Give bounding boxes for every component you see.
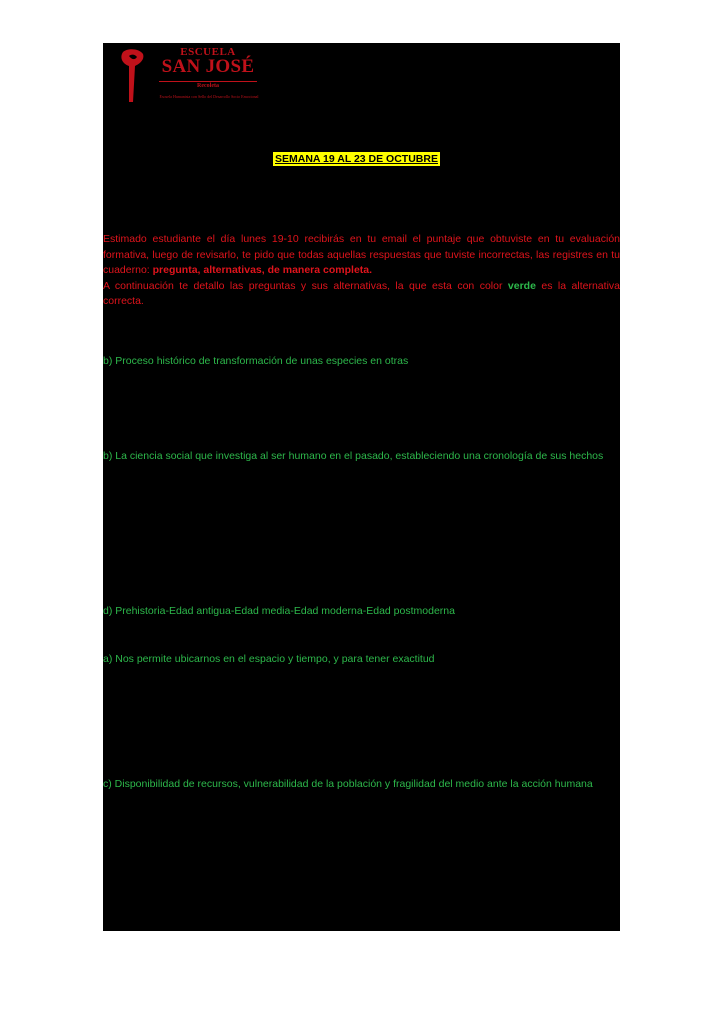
answer-5: c) Disponibilidad de recursos, vulnerabilidad de la población y fragilidad del medio ante la acción humana xyxy=(103,778,593,790)
answer-1: b) Proceso histórico de transformación de unas especies en otras xyxy=(103,355,409,367)
logo-escuela-text: ESCUELA xyxy=(180,46,236,58)
logo-location: Recoleta xyxy=(197,83,219,89)
intro-text-verde: verde xyxy=(507,279,536,292)
intro-text-end: es la alternativa correcta. xyxy=(103,279,620,307)
answer-3: d) Prehistoria-Edad antigua-Edad media-Edad moderna-Edad postmoderna xyxy=(103,605,455,617)
intro-text-second: A continuación te detallo las preguntas y sus alternativas, la que esta con color xyxy=(103,279,508,292)
answer-4: a) Nos permite ubicarnos en el espacio y tiempo, y para tener exactitud xyxy=(103,653,435,665)
document-page xyxy=(103,43,620,931)
logo-divider xyxy=(159,81,257,82)
logo-school-name: SAN JOSÉ xyxy=(161,56,255,77)
answer-2: b) La ciencia social que investiga al ser humano en el pasado, estableciendo una cronología de sus hechos xyxy=(103,450,604,462)
logo-tagline: Escuela Humanista con Sello del Desarrollo Socio Emocional xyxy=(159,94,259,99)
intro-paragraph xyxy=(103,232,620,310)
intro-text-start: Estimado estudiante el día lunes 19-10 recibirás en tu email el puntaje que obtuviste en tu evaluación formativa, luego de revisarlo, te pido que todas aquellas respuestas que tuviste incorrectas, las registres en tu cuaderno: xyxy=(103,233,620,276)
intro-text-bold: pregunta, alternativas, de manera completa. xyxy=(152,264,373,276)
school-logo xyxy=(117,46,277,104)
page-title: SEMANA 19 AL 23 DE OCTUBRE xyxy=(275,153,438,165)
